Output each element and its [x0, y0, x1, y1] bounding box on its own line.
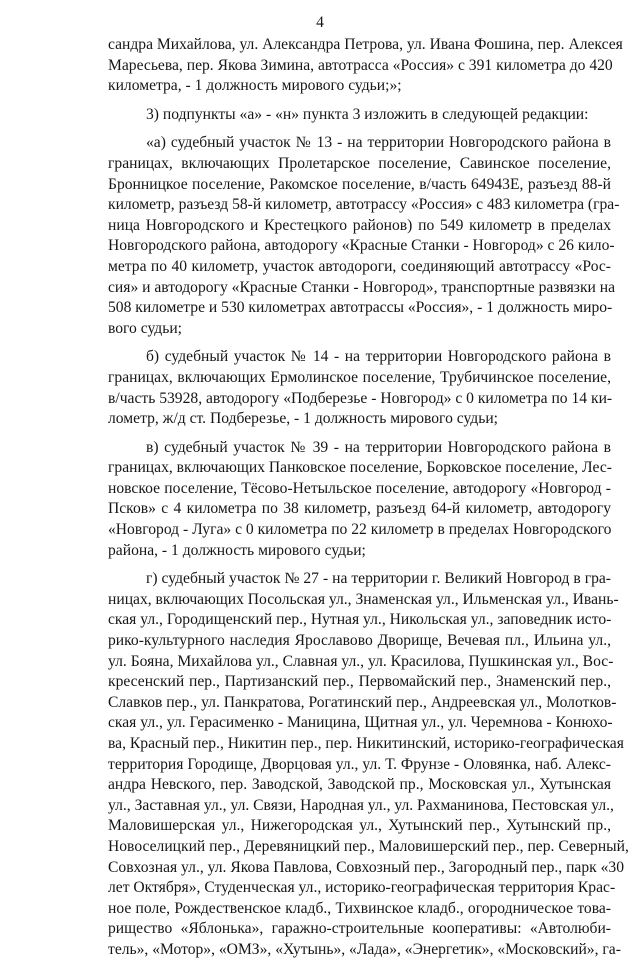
text-line: рико-культурного наследия Ярославово Дворище, Вечевая пл., Ильина ул., [108, 632, 611, 650]
text-line: б) судебный участок № 14 - на территории Новгородского района в [146, 348, 611, 366]
text-line: Славков пер., ул. Панкратова, Рогатинский пер., Андреевская ул., Молотков- [108, 693, 617, 711]
paragraph-gap [108, 561, 611, 569]
text-line: лет Октября», Студенческая ул., историко-географическая территория Крас- [108, 879, 616, 897]
text-line: территория Городище, Дворцовая ул., ул. Т. Фрунзе - Оловянка, наб. Алекс- [108, 755, 611, 773]
text-line: ская ул., Городищенский пер., Нутная ул., Никольская ул., заповедник исто- [108, 611, 612, 629]
text-line: метра по 40 километр, участок автодороги, соединяющий автотрассу «Рос- [108, 257, 611, 275]
text-line: ницах, включающих Посольская ул., Знаменская ул., Ильменская ул., Ивань- [108, 590, 619, 608]
text-line: Псков» с 4 километра по 38 километр, разъезд 64-й километр, автодорогу [108, 500, 611, 518]
document-body [108, 35, 629, 961]
paragraph-section-g [108, 569, 629, 960]
text-line: сандра Михайлова, ул. Александра Петрова, ул. Ивана Фошина, пер. Алексея [108, 36, 623, 53]
text-line: границах, включающих Ермолинское поселение, Трубичинское поселение, [108, 368, 611, 386]
paragraph-section-v [108, 438, 611, 562]
text-line: Маресьева, пер. Якова Зимина, автотрасса «Россия» с 391 километра до 420 [108, 56, 613, 74]
text-line: Совхозная ул., ул. Якова Павлова, Совхозный пер., Загородный пер., парк «30 [108, 858, 625, 876]
text-line: в) судебный участок № 39 - на территории Новгородского района в [146, 438, 611, 456]
text-line: кресенский пер., Партизанский пер., Первомайский пер., Знаменский пер., [108, 673, 611, 691]
text-line: новское поселение, Тёсово-Нетыльское поселение, автодорогу «Новгород - [108, 479, 611, 497]
paragraph-gap [108, 430, 611, 438]
text-line: лометр, ж/д ст. Подберезье, - 1 должность мирового судьи; [108, 410, 499, 428]
text-line: вого судьи; [108, 319, 183, 337]
text-line: Новгородского района, автодорогу «Красные Станки - Новгород» с 26 кило- [108, 237, 615, 255]
paragraph-section-b [108, 347, 611, 429]
paragraph-continuation [108, 35, 623, 97]
text-line: ская ул., ул. Герасименко - Маницина, Щитная ул., ул. Черемнова - Конюхо- [108, 714, 613, 732]
text-line: ул. Бояна, Михайлова ул., Славная ул., ул. Красилова, Пушкинская ул., Вос- [108, 652, 614, 670]
paragraph-gap [108, 125, 611, 133]
paragraph-section-a [108, 133, 620, 339]
text-line: Бронницкое поселение, Ракомское поселение, в/часть 64943Е, разъезд 88-й [108, 175, 611, 193]
text-line: километр, разъезд 58-й километр, автотрассу «Россия» с 483 километра (гра- [108, 196, 620, 214]
text-line: ва, Красный пер., Никитин пер., пер. Никитинский, историко-географическая [108, 735, 624, 752]
text-line: границах, включающих Пролетарское поселение, Савинское поселение, [108, 154, 611, 172]
page-number: 4 [316, 14, 324, 31]
text-line: Маловишерская ул., Нижегородская ул., Хутынский пер., Хутынский пр., [108, 817, 611, 835]
text-line: сия» и автодорогу «Красные Станки - Новгород», транспортные развязки на [108, 278, 616, 296]
text-line: района, - 1 должность мирового судьи; [108, 541, 366, 559]
text-line: г) судебный участок № 27 - на территории г. Великий Новгород в гра- [146, 570, 611, 588]
text-line: «Новгород - Луга» с 0 километра по 22 километр в пределах Новгородского [108, 521, 612, 539]
text-line: ное поле, Рождественское кладб., Тихвинское кладб., огородническое това- [108, 899, 611, 917]
text-line: рищество «Яблонька», гаражно-строительные кооперативы: «Автолюби- [108, 920, 611, 938]
paragraph-gap [108, 97, 611, 105]
text-line: ница Новгородского и Крестецкого районов) по 549 километр в пределах [108, 216, 611, 234]
text-line: андра Невского, пер. Заводской, Заводской пр., Московская ул., Хутынская [108, 776, 611, 794]
text-line: «а) судебный участок № 13 - на территории Новгородского района в [146, 134, 611, 152]
text-line: Новоселицкий пер., Деревяницкий пер., Маловишерский пер., пер. Северный, [108, 837, 629, 855]
text-line: 508 километре и 530 километрах автотрассы «Россия», - 1 должность миро- [108, 299, 613, 317]
paragraph-item-3 [108, 105, 611, 126]
text-line: километра, - 1 должность мирового судьи;»; [108, 77, 402, 95]
paragraph-gap [108, 339, 611, 347]
text-line: границах, включающих Панковское поселение, Борковское поселение, Лес- [108, 459, 612, 477]
text-line: 3) подпункты «а» - «н» пункта 3 изложить в следующей редакции: [146, 105, 589, 123]
text-line: тель», «Мотор», «ОМЗ», «Хутынь», «Лада», «Энергетик», «Московский», га- [108, 940, 621, 958]
text-line: в/часть 53928, автодорогу «Подберезье - Новгород» с 0 километра по 14 ки- [108, 389, 613, 407]
text-line: ул., Заставная ул., ул. Связи, Народная ул., ул. Рахманинова, Пестовская ул., [108, 796, 614, 814]
